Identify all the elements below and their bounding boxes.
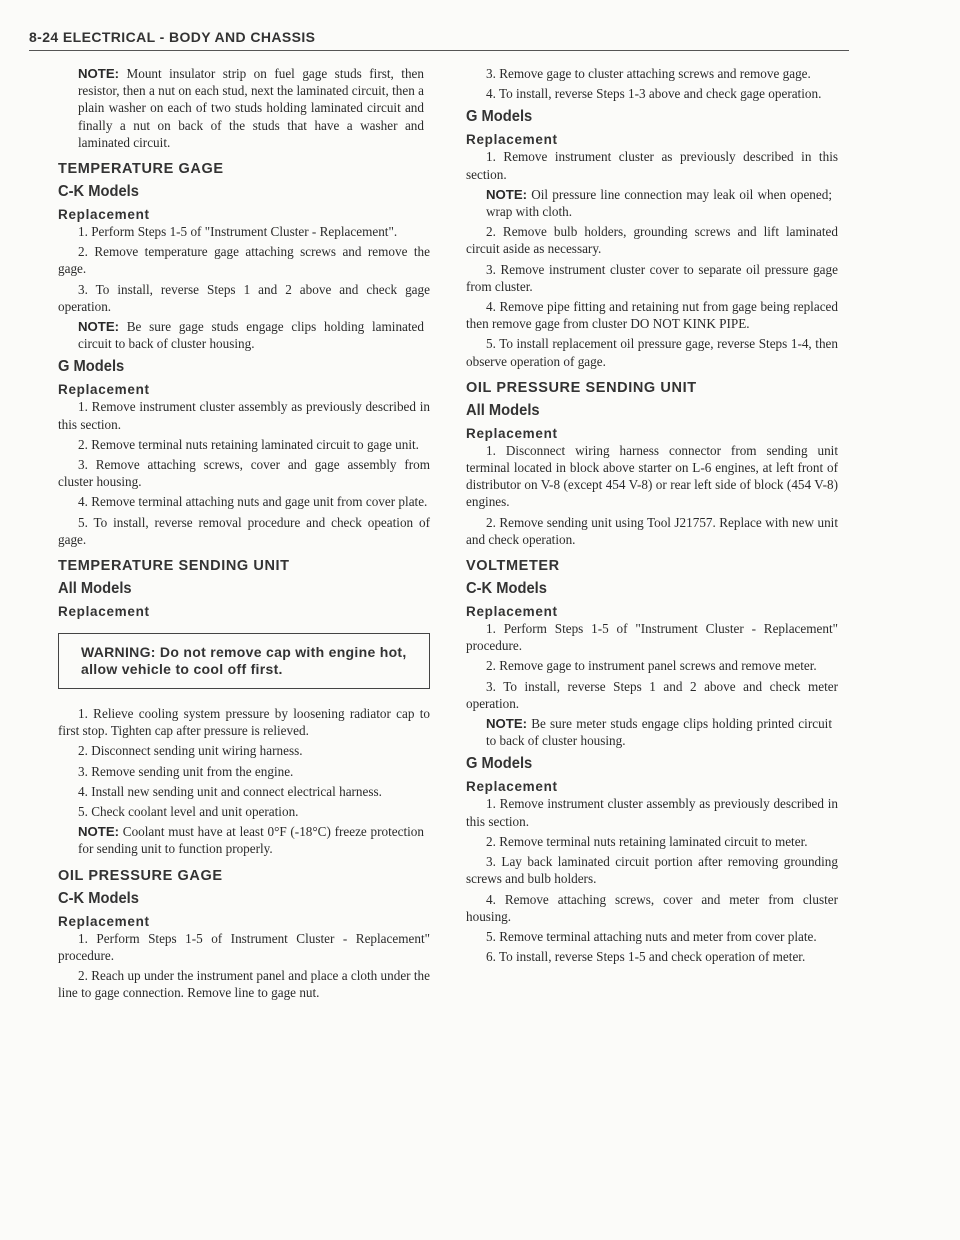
heading-replacement: Replacement — [58, 207, 150, 223]
right-column — [466, 65, 838, 968]
step: 5. Remove terminal attaching nuts and meter from cover plate. — [486, 928, 817, 944]
step: 2. Remove terminal nuts retaining laminated circuit to meter. — [486, 833, 808, 849]
step: 2. Remove bulb holders, grounding screws and lift laminated circuit aside as necessary. — [466, 224, 838, 257]
step: 1. Perform Steps 1-5 of "Instrument Cluster - Replacement". — [78, 224, 398, 240]
heading-replacement: Replacement — [58, 913, 150, 929]
step: 1. Remove instrument cluster assembly as previously described in this section. — [466, 796, 838, 829]
section-oil-pressure-gage: OIL PRESSURE GAGE — [58, 867, 223, 884]
step: 3. To install, reverse Steps 1 and 2 above and check gage operation. — [58, 281, 430, 314]
header-rule — [29, 50, 849, 51]
note-gage-studs: NOTE: Be sure gage studs engage clips holding laminated circuit to back of cluster housing. — [78, 319, 424, 352]
subsection-ck-models: C-K Models — [58, 183, 139, 201]
subsection-g-models: G Models — [466, 108, 533, 126]
step: 2. Remove gage to instrument panel screws and remove meter. — [486, 658, 817, 674]
step: 3. To install, reverse Steps 1 and 2 above and check meter operation. — [466, 678, 838, 711]
left-column — [58, 65, 430, 1005]
step: 5. To install replacement oil pressure gage, reverse Steps 1-4, then observe operation of gage. — [466, 336, 838, 369]
heading-replacement: Replacement — [466, 132, 558, 148]
step: 3. Remove instrument cluster cover to separate oil pressure gage from cluster. — [466, 261, 838, 294]
step: 3. Remove sending unit from the engine. — [78, 763, 294, 779]
step: 6. To install, reverse Steps 1-5 and check operation of meter. — [486, 949, 806, 965]
note-coolant: NOTE: Coolant must have at least 0°F (-18°C) freeze protection for sending unit to function properly. — [78, 824, 424, 857]
step: 2. Remove temperature gage attaching screws and remove the gage. — [58, 244, 430, 277]
subsection-g-models: G Models — [466, 755, 533, 773]
note-insulator: NOTE: Mount insulator strip on fuel gage studs first, then resistor, then a nut on each stud, next the laminated circuit, then a plain washer on each of two studs holding laminated circuit and finally a nut on back of the studs that have a washer and laminated circuit. — [78, 66, 424, 150]
note-oil-leak: NOTE: Oil pressure line connection may leak oil when opened; wrap with cloth. — [486, 186, 832, 220]
step: 4. Remove terminal attaching nuts and gage unit from cover plate. — [78, 494, 428, 510]
step: 2. Disconnect sending unit wiring harness. — [78, 743, 303, 759]
step: 3. Lay back laminated circuit portion after removing grounding screws and bulb holders. — [466, 854, 838, 887]
heading-replacement: Replacement — [466, 779, 558, 795]
step: 1. Remove instrument cluster assembly as previously described in this section. — [58, 399, 430, 432]
section-temperature-gage: TEMPERATURE GAGE — [58, 161, 224, 178]
step: 5. Check coolant level and unit operation. — [78, 804, 299, 820]
step: 1. Remove instrument cluster as previously described in this section. — [466, 149, 838, 182]
subsection-all-models: All Models — [466, 401, 540, 419]
step: 4. Remove attaching screws, cover and meter from cluster housing. — [466, 891, 838, 924]
heading-replacement: Replacement — [466, 604, 558, 620]
step: 1. Perform Steps 1-5 of "Instrument Cluster - Replacement" procedure. — [466, 621, 838, 654]
step: 1. Disconnect wiring harness connector from sending unit terminal located in block above starter on L-6 engines, at left front of distributor on V-8 (except 454 V-8) or rear left side of block (454 V-8) engines. — [466, 442, 838, 510]
subsection-all-models: All Models — [58, 580, 132, 598]
step: 1. Relieve cooling system pressure by loosening radiator cap to first stop. Tighten cap after pressure is relieved. — [58, 706, 430, 739]
heading-replacement: Replacement — [58, 382, 150, 398]
step: 1. Perform Steps 1-5 of Instrument Cluster - Replacement" procedure. — [58, 930, 430, 963]
heading-replacement: Replacement — [58, 604, 150, 620]
heading-replacement: Replacement — [466, 425, 558, 441]
warning-box: WARNING: Do not remove cap with engine hot, allow vehicle to cool off first. — [58, 633, 430, 689]
step: 2. Remove terminal nuts retaining laminated circuit to gage unit. — [78, 436, 419, 452]
subsection-ck-models: C-K Models — [466, 580, 547, 598]
subsection-g-models: G Models — [58, 358, 125, 376]
section-temperature-sending-unit: TEMPERATURE SENDING UNIT — [58, 558, 290, 575]
step: 3. Remove attaching screws, cover and gage assembly from cluster housing. — [58, 457, 430, 490]
step: 2. Reach up under the instrument panel and place a cloth under the line to gage connection. Remove line to gage nut. — [58, 968, 430, 1001]
step: 3. Remove gage to cluster attaching screws and remove gage. — [486, 66, 811, 81]
subsection-ck-models: C-K Models — [58, 889, 139, 907]
section-oil-pressure-sending-unit: OIL PRESSURE SENDING UNIT — [466, 379, 697, 396]
step: 5. To install, reverse removal procedure and check opeation of gage. — [58, 514, 430, 547]
page-header: 8-24 ELECTRICAL - BODY AND CHASSIS — [29, 29, 316, 45]
step: 2. Remove sending unit using Tool J21757. Replace with new unit and check operation. — [466, 514, 838, 547]
step: 4. To install, reverse Steps 1-3 above and check gage operation. — [486, 86, 822, 102]
step: 4. Remove pipe fitting and retaining nut from gage being replaced then remove gage from cluster DO NOT KINK PIPE. — [466, 299, 838, 332]
step: 4. Install new sending unit and connect electrical harness. — [78, 783, 382, 799]
section-voltmeter: VOLTMETER — [466, 558, 560, 575]
note-meter-studs: NOTE: Be sure meter studs engage clips holding printed circuit to back of cluster housing. — [486, 716, 832, 749]
